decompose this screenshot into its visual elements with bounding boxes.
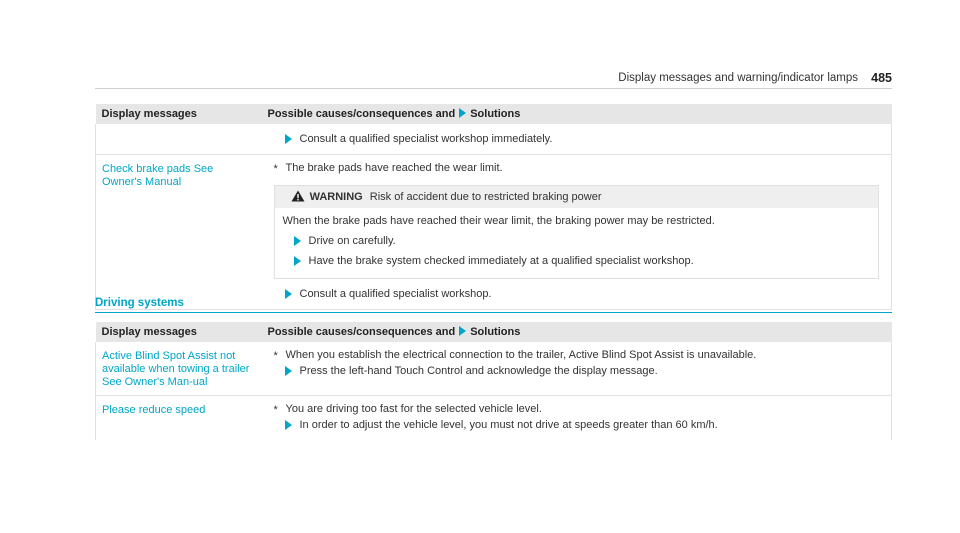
display-message-blind-spot-assist: Active Blind Spot Assist not available when towing a trailer See Owner's Man-ual [96, 342, 262, 396]
column-header-messages: Display messages [96, 322, 262, 342]
column-header-causes [262, 322, 892, 342]
table-header-row [96, 104, 892, 124]
warning-box [274, 185, 880, 279]
table-row [96, 124, 892, 155]
warning-step [283, 234, 871, 248]
warning-title: Risk of accident due to restricted braking power [369, 191, 602, 203]
triangle-arrow-icon [294, 256, 301, 266]
cause [274, 402, 886, 416]
asterisk-icon: * [273, 404, 278, 416]
step-text: Have the brake system checked immediately at a qualified specialist workshop. [308, 255, 694, 267]
step-text: In order to adjust the vehicle level, you must not drive at speeds greater than 60 km/h. [299, 419, 718, 431]
column-header-messages: Display messages [96, 104, 262, 124]
step-text: Press the left-hand Touch Control and acknowledge the display message. [299, 365, 658, 377]
cause-text: You are driving too fast for the selected vehicle level. [285, 403, 542, 415]
table-row [96, 155, 892, 310]
cause-text: When you establish the electrical connection to the trailer, Active Blind Spot Assist is unavailable. [285, 349, 757, 361]
column-header-causes [262, 104, 892, 124]
column-header-solutions-text: Solutions [470, 107, 521, 120]
display-messages-table-brakes [95, 104, 892, 310]
triangle-arrow-icon [294, 236, 301, 246]
message-cell [96, 124, 262, 155]
step-text: Consult a qualified specialist workshop. [299, 288, 492, 300]
triangle-arrow-icon [285, 366, 292, 376]
asterisk-icon: * [273, 350, 278, 362]
triangle-arrow-icon [459, 326, 466, 336]
cause-text: The brake pads have reached the wear limit. [285, 162, 503, 174]
asterisk-icon: * [273, 163, 278, 175]
solution-cell [262, 396, 892, 441]
warning-header [275, 186, 879, 208]
step-text: Consult a qualified specialist workshop immediately. [299, 133, 553, 145]
display-messages-table-driving-systems [95, 322, 892, 440]
cause [274, 161, 886, 175]
solution-step [274, 364, 886, 378]
solution-step [274, 132, 886, 146]
solution-cell [262, 124, 892, 155]
triangle-arrow-icon [459, 108, 466, 118]
column-header-solutions-text: Solutions [470, 325, 521, 338]
cause [274, 348, 886, 362]
triangle-arrow-icon [285, 420, 292, 430]
solution-cell [262, 155, 892, 310]
warning-text: When the brake pads have reached their wear limit, the braking power may be restricted. [282, 215, 715, 227]
display-message-reduce-speed: Please reduce speed [96, 396, 262, 441]
warning-label: WARNING [309, 191, 363, 203]
running-head [95, 72, 892, 89]
section-title-driving-systems: Driving systems [95, 297, 892, 313]
warning-step [283, 254, 871, 268]
running-head-title: Display messages and warning/indicator lamps [618, 72, 858, 84]
triangle-arrow-icon [285, 134, 292, 144]
table-row [96, 342, 892, 396]
page-number: 485 [871, 71, 892, 85]
solution-step [274, 418, 886, 432]
display-message-check-brake-pads: Check brake pads See Owner's Manual [96, 155, 262, 310]
step-text: Drive on carefully. [308, 235, 396, 247]
table-header-row [96, 322, 892, 342]
column-header-causes-text: Possible causes/consequences and [267, 107, 456, 120]
column-header-causes-text: Possible causes/consequences and [267, 325, 456, 338]
warning-triangle-icon [291, 190, 305, 202]
table-row [96, 396, 892, 441]
warning-body [275, 208, 879, 278]
solution-cell [262, 342, 892, 396]
